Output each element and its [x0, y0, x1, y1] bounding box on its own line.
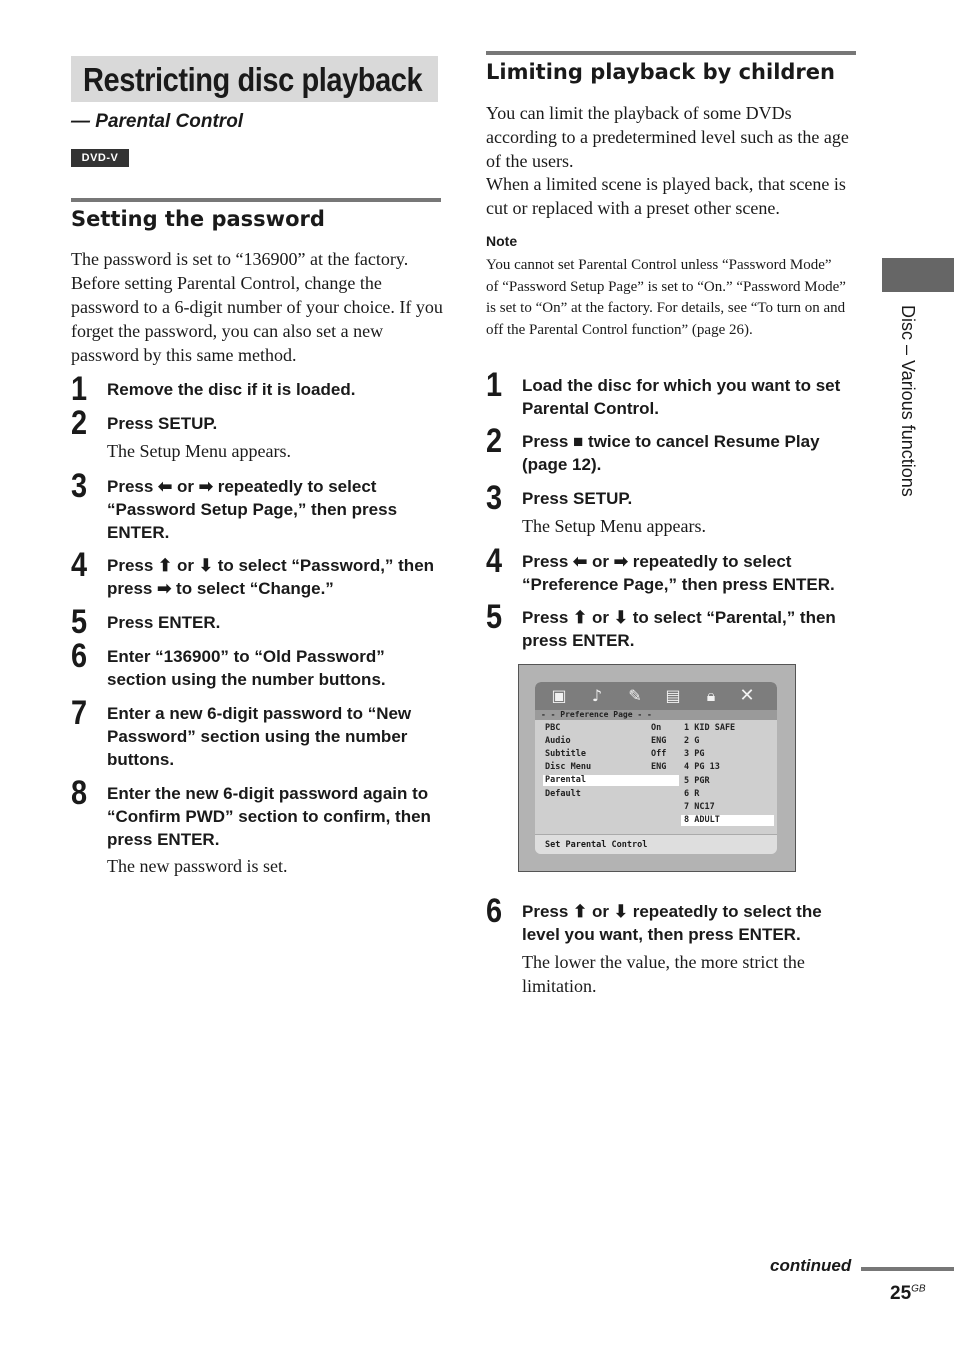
step-text: Press ⬆ or ⬇ repeatedly to select the level you want, then press ENTER. [522, 902, 822, 944]
step-text: Load the disc for which you want to set Parental Control. [522, 376, 841, 418]
step-number: 1 [486, 366, 503, 404]
step-text: Enter the new 6-digit password again to “Confirm PWD” section to confirm, then press ENTER. [107, 784, 431, 849]
step-text: Press ⬅ or ➡ repeatedly to select “Preference Page,” then press ENTER. [522, 552, 835, 594]
video-setup-icon: ✎ [628, 686, 642, 705]
preference-icon: ▤ [665, 686, 681, 705]
level-option: 7 NC17 [684, 802, 715, 812]
section-rule-right [486, 51, 856, 55]
menu-value-audio: ENG [651, 736, 667, 746]
step-number: 7 [71, 694, 88, 732]
menu-item-default: Default [545, 789, 581, 799]
preference-page-label: - - Preference Page - - [535, 710, 777, 720]
step-number: 6 [486, 892, 503, 930]
side-tab-marker [882, 258, 954, 292]
step-text: Press SETUP. [522, 489, 633, 508]
step-text: Press ■ twice to cancel Resume Play (page 12). [522, 432, 820, 474]
step-number: 3 [71, 467, 88, 505]
step-number: 6 [71, 637, 88, 675]
title-banner [71, 56, 438, 102]
step-text: Press SETUP. [107, 414, 218, 433]
menu-item-disc-menu: Disc Menu [545, 762, 592, 772]
page-number [890, 1283, 926, 1305]
note-text: You cannot set Parental Control unless “Password Mode” of “Password Setup Page” is set to “On.” “Password Mode” is set to “On” at the factory. For details, see “To turn on and off the Parental Control function” (page 26). [486, 257, 846, 338]
password-lock-icon: 🔒︎ [706, 686, 716, 705]
audio-setup-icon: ♪ [591, 686, 603, 705]
right-intro-2: When a limited scene is played back, that scene is cut or replaced with a preset other scene. [486, 174, 846, 218]
step-result: The lower the value, the more strict the limitation. [522, 952, 805, 996]
menu-value-pbc: On [651, 723, 662, 733]
step-text: Enter “136900” to “Old Password” section using the number buttons. [107, 647, 386, 689]
page-title: Restricting disc playback [83, 61, 423, 98]
menu-item-subtitle: Subtitle [545, 749, 586, 759]
menu-item-audio: Audio [545, 736, 571, 746]
step-number: 3 [486, 479, 503, 517]
heading-limiting-playback: Limiting playback by children [486, 60, 835, 84]
step-text: Press ENTER. [107, 613, 221, 632]
step-result: The Setup Menu appears. [107, 441, 291, 461]
level-option: 1 KID SAFE [684, 723, 736, 733]
continued-label: continued [770, 1256, 852, 1275]
general-setup-icon: ▣ [551, 686, 567, 705]
level-option-selected: 8 ADULT [681, 815, 774, 826]
step-number: 5 [486, 598, 503, 636]
level-option: 3 PG [684, 749, 705, 759]
menu-value-disc-menu: ENG [651, 762, 667, 772]
step-number: 5 [71, 603, 88, 641]
step-number: 2 [486, 422, 503, 460]
step-text: Press ⬅ or ➡ repeatedly to select “Password Setup Page,” then press ENTER. [107, 477, 398, 542]
step-result: The new password is set. [107, 856, 288, 876]
level-option: 2 G [684, 736, 700, 746]
step-number: 8 [71, 774, 88, 812]
step-number: 1 [71, 370, 88, 408]
menu-item-parental: Parental [543, 775, 679, 786]
heading-setting-password: Setting the password [71, 207, 325, 231]
side-section-label: Disc – Various functions [898, 305, 918, 497]
continued-rule [861, 1267, 954, 1271]
step-result: The Setup Menu appears. [522, 516, 706, 536]
level-option: 5 PGR [684, 776, 710, 786]
menu-value-subtitle: Off [651, 749, 667, 759]
step-text: Press ⬆ or ⬇ to select “Password,” then press ➡ to select “Change.” [107, 556, 435, 598]
step-text: Enter a new 6-digit password to “New Password” section using the number buttons. [107, 704, 412, 769]
menu-item-pbc: PBC [545, 723, 561, 733]
setup-menu-screenshot [518, 664, 796, 872]
left-intro: The password is set to “136900” at the factory. Before setting Parental Control, change the password to a 6-digit number of your choice. If you forget the password, you can also set a new password by this same method. [71, 249, 443, 365]
section-rule-left [71, 198, 441, 202]
step-number: 4 [486, 542, 503, 580]
setup-icon-bar [535, 682, 777, 710]
step-text: Press ⬆ or ⬇ to select “Parental,” then press ENTER. [522, 608, 836, 650]
step-text: Remove the disc if it is loaded. [107, 380, 356, 399]
page-number-value: 25 [890, 1283, 912, 1304]
level-option: 6 R [684, 789, 700, 799]
setup-menu-panel [535, 682, 777, 854]
page-subtitle: — Parental Control [71, 111, 244, 132]
step-number: 4 [71, 546, 88, 584]
page-suffix: GB [911, 1283, 926, 1295]
note-label: Note [486, 233, 518, 249]
exit-icon: ✕ [739, 685, 755, 706]
status-bar: Set Parental Control [535, 834, 777, 854]
dvd-v-badge: DVD-V [71, 149, 129, 167]
step-number: 2 [71, 404, 88, 442]
level-option: 4 PG 13 [684, 762, 720, 772]
right-intro-1: You can limit the playback of some DVDs according to a predetermined level such as the age of the users. [486, 103, 849, 171]
